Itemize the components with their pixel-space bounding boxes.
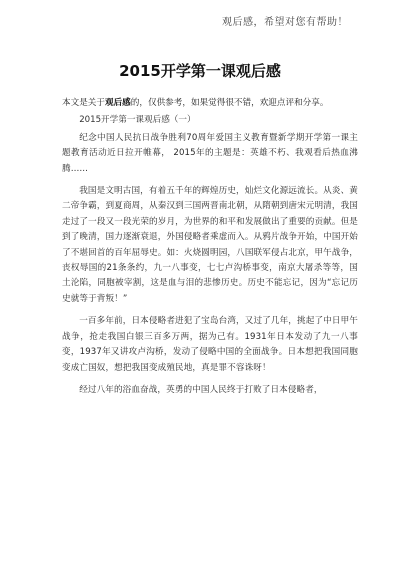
section-subheading: 2015开学第一课观后感（一）	[79, 115, 196, 126]
header-note: 观后感，希望对您有帮助！	[222, 17, 348, 28]
paragraph: 我国是文明古国，有着五千年的辉煌历史，灿烂文化源远流长。从炎、黄二帝争霸，到夏商周，从秦汉到三国两晋南北朝，从隋朝到唐宋元明清，我国走过了一段又一段光荣的岁月，为世界的和平和发展做出了重要的贡献。但是到了晚清，国力逐渐衰退，外国侵略者乘虚而入。从鸦片战争开始，中国开始了不堪回首的百年屈辱史。如：火烧圆明园，八国联军侵占北京，甲午战争，丧权辱国的21条条约，九一八事变，七七卢沟桥事变，南京大屠杀等等，国土沦陷，同胞被宰割，这是血与泪的悲惨历史。历史不能忘记，因为“忘记历史就等于背叛！”	[62, 186, 358, 304]
intro-prefix: 本文是关于	[62, 98, 105, 108]
page-title: 2015开学第一课观后感	[119, 62, 281, 80]
paragraph: 纪念中国人民抗日战争胜利70周年爱国主义教育暨新学期开学第一课主题教育活动近日拉开帷幕， 2015年的主题是：英雄不朽、我观看后热血沸腾……	[62, 132, 358, 174]
intro-line	[62, 96, 358, 111]
intro-suffix: 的，仅供参考，如果觉得很不错，欢迎点评和分享。	[130, 98, 329, 108]
paragraph: 一百多年前，日本侵略者进犯了宝岛台湾，又过了几年，挑起了中日甲午战争，抢走我国白银三百多万两，据为己有。1931年日本发动了九一八事变，1937年又讲攻卢沟桥，发动了侵略中国的全面战争。日本想把我国同胞变成亡国奴，想把我国变成殖民地，真是罪不容诛呀！	[62, 316, 358, 373]
intro-highlight-link[interactable]: 观后感	[104, 98, 131, 108]
document-body	[62, 96, 358, 398]
paragraph: 经过八年的浴血奋战，英勇的中国人民终于打败了日本侵略者，	[79, 384, 323, 395]
